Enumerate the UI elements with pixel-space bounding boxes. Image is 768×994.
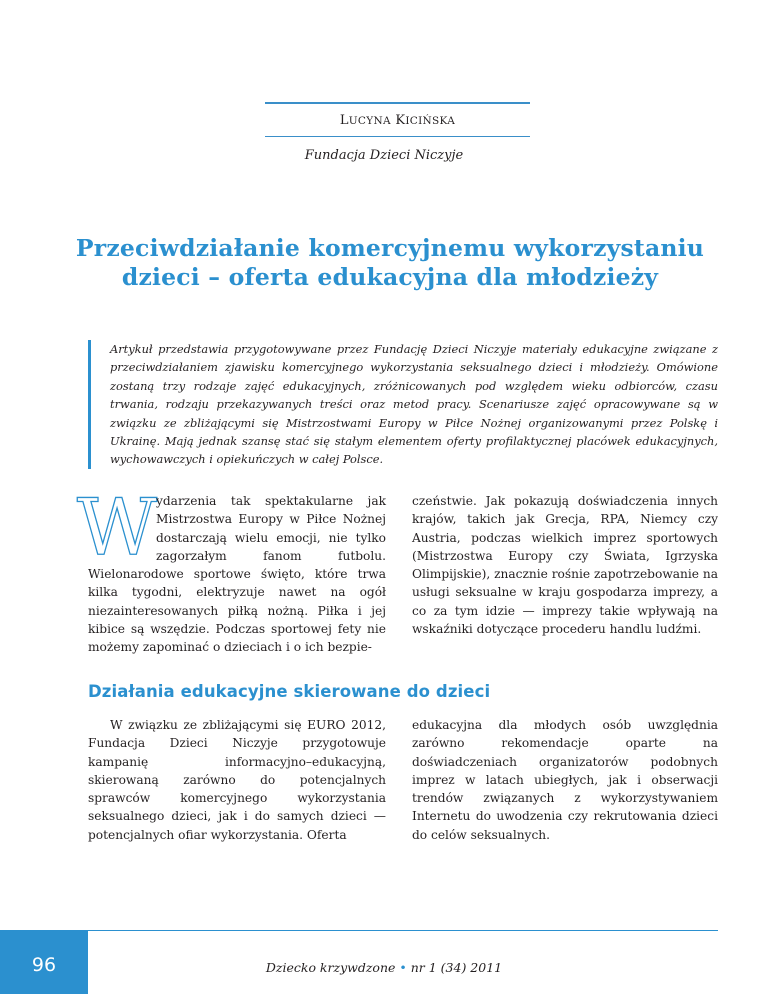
body-column-1	[76, 483, 386, 657]
paragraph-1-part-2: czeństwie. Jak pokazują doświadczenia innych krajów, takich jak Grecja, RPA, Niemcy czy Austria, podczas wielkich imprez sportowych (Mistrzostwa Europy czy Świata, Igrzyska Olimpijskie), znacznie rośnie zapotrzebowanie na usługi seksualne w kraju gospodarza imprezy, a co za tym idzie — imprezy takie wpływają na wskaźniki dotyczące procederu handlu ludźmi.	[412, 494, 718, 637]
author-initial: L	[339, 113, 349, 128]
journal-issue: nr 1 (34) 2011	[410, 960, 503, 975]
paragraph-2-part-2: edukacyjna dla młodych osób uwzględnia zarówno rekomendacje oparte na doświadczeniach organizatorów podobnych imprez w latach ubiegłych, jak i obserwacji trendów związanych z wykorzystywaniem Internetu do uwodzenia czy rekrutowania dzieci do celów seksualnych.	[412, 718, 718, 842]
author-last-rest: ICIŃSKA	[405, 115, 456, 127]
title-line-1: Przeciwdziałanie komercyjnemu wykorzystaniu	[75, 234, 705, 262]
journal-footer	[0, 960, 768, 975]
drop-cap-w	[76, 483, 158, 573]
author-rule-bottom	[265, 136, 530, 137]
article-title	[60, 234, 720, 292]
abstract-text: Artykuł przedstawia przygotowywane przez Fundację Dzieci Niczyje materiały edukacyjne związane z przeciwdziałaniem zjawisku komercyjnego wykorzystania seksualnego dzieci i młodzieży. Omówione zostaną trzy rodzaje zajęć edukacyjnych, zróżnicowanych pod względem wieku odbiorców, czasu trwania, rodzaju przekazywanych treści oraz metod pracy. Scenariusze zajęć opracowywane są w związku ze zbliżającymi się Mistrzostwami Europy w Piłce Nożnej organizowanymi przez Polskę i Ukrainę. Mają jednak szansę stać się stałym elementem oferty profilaktycznej placówek edukacyjnych, wychowawczych i opiekuńczych w całej Polsce.	[110, 342, 718, 467]
body-column-2	[412, 492, 718, 638]
title-line-2: dzieci – oferta edukacyjna dla młodzieży	[121, 263, 659, 291]
body-column-4	[412, 716, 718, 844]
affiliation: Fundacja Dzieci Niczyje	[304, 148, 464, 163]
paragraph-2-part-1: W związku ze zbliżającymi się EURO 2012, Fundacja Dzieci Niczyje przygotowuje kampanię informacyjno–edukacyjną, skierowaną zarówno do potencjalnych sprawców komercyjnego wykorzystania seksualnego dzieci, jak i do samych dzieci — potencjalnych ofiar wykorzystania. Oferta	[88, 718, 386, 842]
abstract	[88, 340, 718, 469]
author-first-rest: UCYNA	[348, 115, 391, 127]
footer-separator: •	[399, 960, 407, 975]
author-block	[265, 102, 530, 137]
journal-name: Dziecko krzywdzone	[265, 960, 396, 975]
body-column-3	[88, 716, 386, 844]
author-name	[265, 113, 530, 128]
drop-cap-letter: W	[76, 483, 158, 573]
author-rule-top	[265, 102, 530, 104]
section-heading: Działania edukacyjne skierowane do dzieci	[88, 682, 491, 701]
footer-rule	[88, 930, 718, 931]
author-last-initial: K	[395, 113, 406, 128]
paragraph-1-part-1: ydarzenia tak spektakularne jak Mistrzostwa Europy w Piłce Nożnej dostarczają wielu emocji, nie tylko zagorzałym fanom futbolu. Wielonarodowe sportowe święto, które trwa kilka tygodni, elektryzuje nawet na ogół niezainteresowanych piłką nożną. Piłka i jej kibice są wszędzie. Podczas sportowej fety nie możemy zapominać o dzieciach i o ich bezpie-	[88, 494, 386, 655]
page-number: 96	[31, 954, 57, 976]
